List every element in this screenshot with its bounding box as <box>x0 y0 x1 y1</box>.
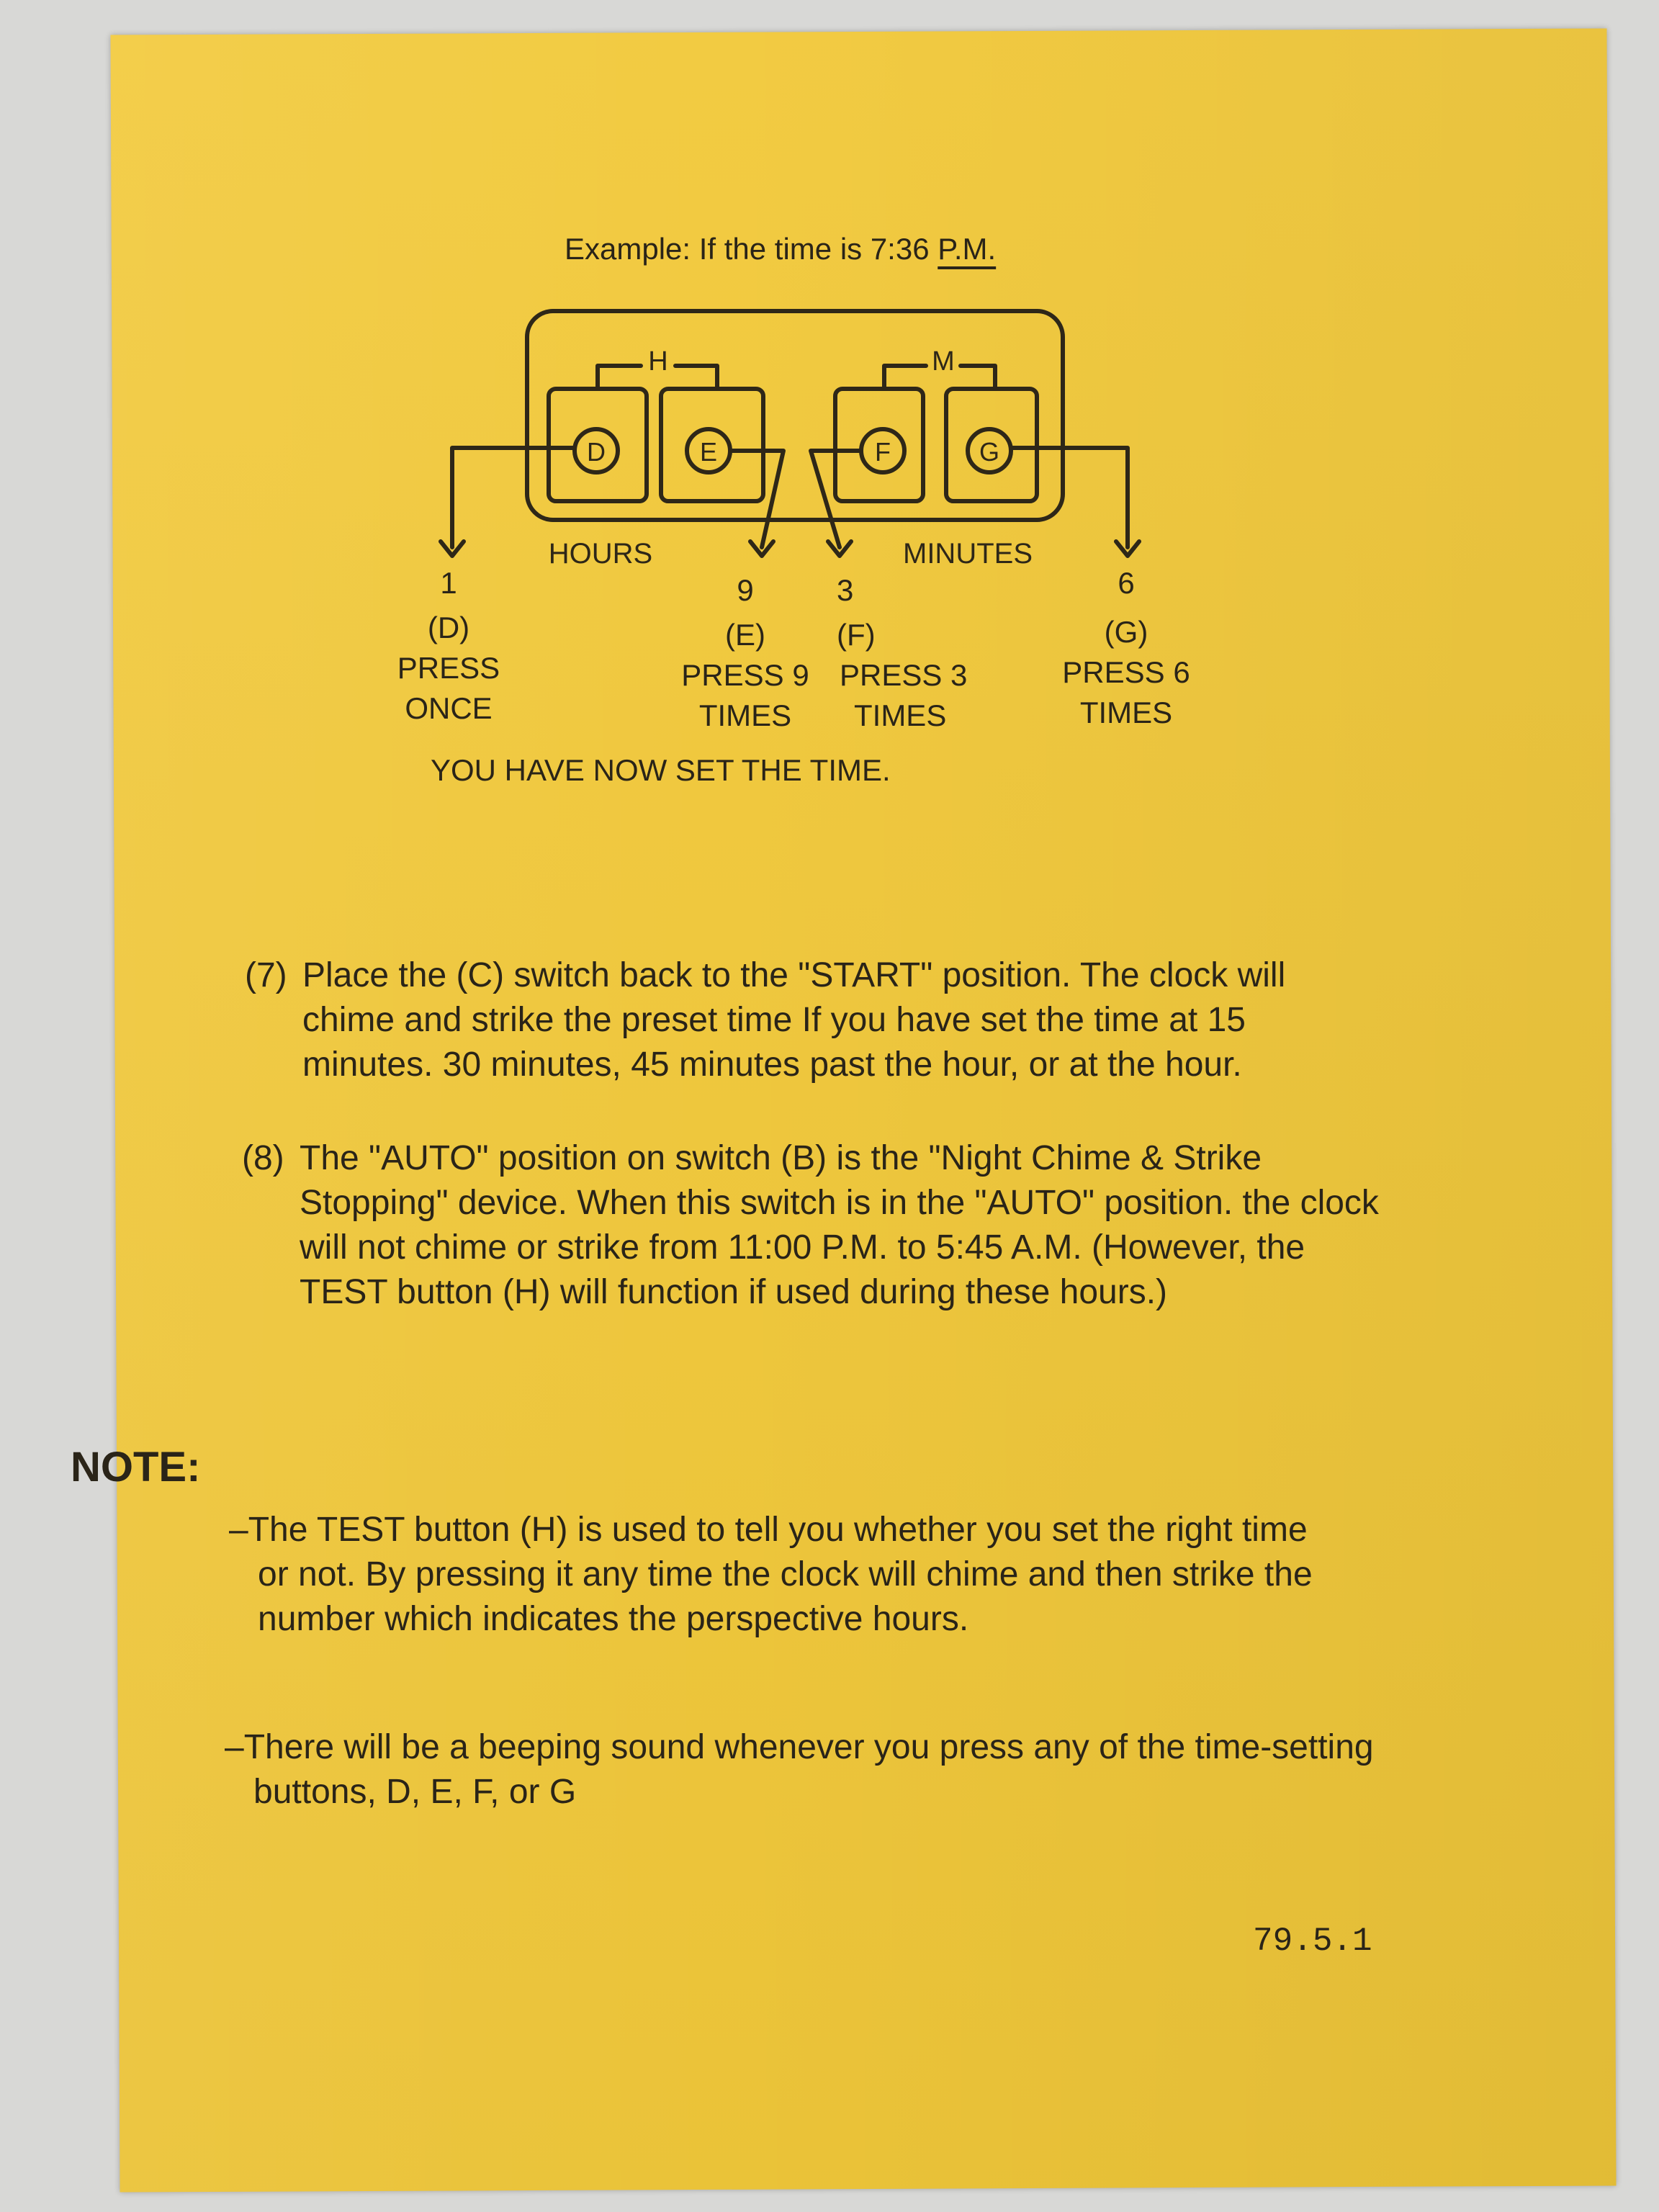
column-d-line1: PRESS <box>397 651 500 685</box>
group-label-m: M <box>932 346 955 377</box>
column-d <box>395 563 503 729</box>
column-g-line2: TIMES <box>1079 696 1173 729</box>
minutes-label: MINUTES <box>903 538 1033 570</box>
step-8-text: The "AUTO" position on switch (B) is the "Night Chime & Strike Stopping" device. When this switch is in the "AUTO" position. the clock will not chime or strike from 11:00 P.M. to 5:45 A.M. (However, the TEST button (H) will function if used during these hours.) <box>300 1139 1379 1311</box>
hours-bracket <box>598 366 641 389</box>
step-8 <box>242 1136 1380 1315</box>
button-panel-outline <box>527 311 1063 520</box>
column-e-letter: (E) <box>725 618 765 652</box>
column-f-letter: (F) <box>837 618 876 652</box>
group-label-h: H <box>648 346 668 377</box>
example-caption-text: Example: If the time is 7:36 <box>565 232 938 266</box>
leader-d <box>452 448 575 547</box>
column-d-letter: (D) <box>427 611 470 644</box>
note-heading: NOTE: <box>71 1444 201 1491</box>
minutes-bracket <box>884 366 926 389</box>
column-g-line1: PRESS 6 <box>1062 655 1190 689</box>
column-f-line1: PRESS 3 <box>840 658 968 692</box>
step-7-number: (7) <box>245 956 287 994</box>
column-g <box>1047 563 1205 733</box>
button-g-letter: G <box>979 437 1000 467</box>
column-e <box>670 570 821 736</box>
step-7-text: Place the (C) switch back to the "START" position. The clock will chime and strike the preset time If you have set the time at 15 minutes. 30 minutes, 45 minutes past the hour, or at the hour. <box>302 956 1286 1084</box>
button-f-letter: F <box>875 437 891 467</box>
button-e-letter: E <box>699 437 718 467</box>
column-e-value: 9 <box>737 573 754 607</box>
note-item-test-button: –The TEST button (H) is used to tell you whether you set the right time or not. By pressing it any time the clock will chime and then strike the number which indicates the perspective hours. <box>229 1511 1313 1638</box>
button-d-letter: D <box>587 437 606 467</box>
date-stamp: 79.5.1 <box>1253 1923 1372 1960</box>
time-set-confirmation: YOU HAVE NOW SET THE TIME. <box>431 753 891 787</box>
example-ampm: P.M. <box>938 232 997 266</box>
step-7 <box>245 953 1325 1087</box>
column-d-value: 1 <box>440 566 457 600</box>
column-e-line2: TIMES <box>698 698 792 732</box>
column-e-line1: PRESS 9 <box>681 658 809 692</box>
hours-label: HOURS <box>548 538 653 570</box>
column-g-value: 6 <box>1118 566 1135 600</box>
column-f-value: 3 <box>837 573 854 607</box>
column-g-letter: (G) <box>1104 615 1148 649</box>
column-d-line2: ONCE <box>405 691 493 725</box>
step-8-number: (8) <box>242 1139 284 1177</box>
column-f-line2: TIMES <box>854 698 947 732</box>
column-f <box>825 570 982 736</box>
note-item-beeping: –There will be a beeping sound whenever you press any of the time-setting buttons, D, E, F, or G <box>225 1728 1374 1811</box>
leader-g <box>1011 448 1128 547</box>
